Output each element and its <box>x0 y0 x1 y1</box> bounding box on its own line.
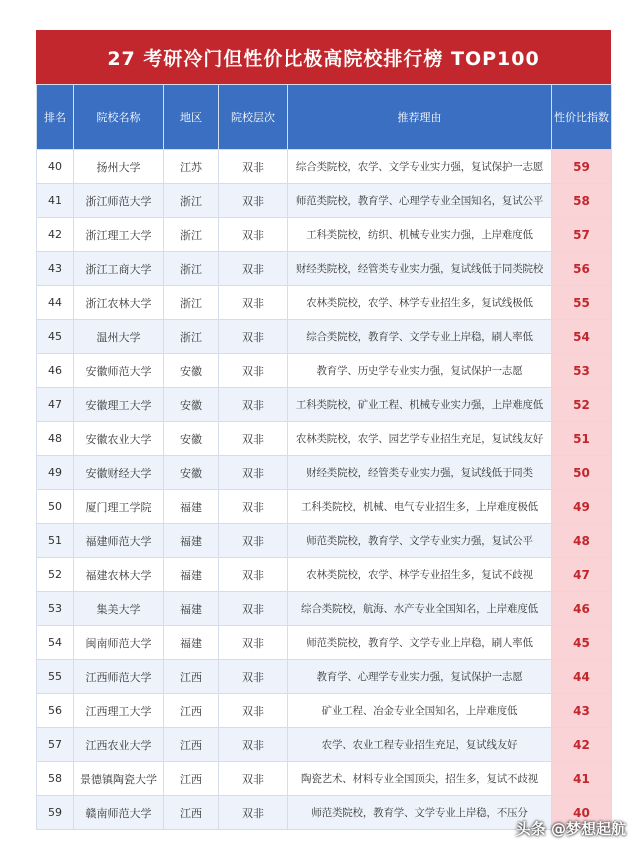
header-school-name: 院校名称 <box>74 85 164 150</box>
value-index-cell: 54 <box>552 320 612 354</box>
table-row <box>37 558 612 592</box>
school-level-cell: 双非 <box>219 626 288 660</box>
reason-cell: 陶瓷艺术、材料专业全国顶尖，招生多，复试不歧视 <box>288 762 552 796</box>
table-row <box>37 694 612 728</box>
value-index-cell: 46 <box>552 592 612 626</box>
header-region: 地区 <box>164 85 219 150</box>
reason-cell: 农林类院校，农学、林学专业招生多，复试线极低 <box>288 286 552 320</box>
table-row <box>37 660 612 694</box>
reason-cell: 师范类院校，教育学、文学专业上岸稳，不压分 <box>288 796 552 830</box>
school-name-cell: 景德镇陶瓷大学 <box>74 762 164 796</box>
school-level-cell: 双非 <box>219 694 288 728</box>
value-index-cell: 51 <box>552 422 612 456</box>
rank-cell: 49 <box>37 456 74 490</box>
region-cell: 安徽 <box>164 354 219 388</box>
school-name-cell: 江西师范大学 <box>74 660 164 694</box>
school-level-cell: 双非 <box>219 524 288 558</box>
school-level-cell: 双非 <box>219 354 288 388</box>
reason-cell: 师范类院校，教育学、文学专业上岸稳，刷人率低 <box>288 626 552 660</box>
table-row <box>37 626 612 660</box>
rank-cell: 56 <box>37 694 74 728</box>
reason-cell: 农学、农业工程专业招生充足，复试线友好 <box>288 728 552 762</box>
table-row <box>37 422 612 456</box>
table-row <box>37 286 612 320</box>
reason-cell: 矿业工程、冶金专业全国知名，上岸难度低 <box>288 694 552 728</box>
school-name-cell: 江西农业大学 <box>74 728 164 762</box>
school-name-cell: 浙江师范大学 <box>74 184 164 218</box>
region-cell: 浙江 <box>164 252 219 286</box>
value-index-cell: 45 <box>552 626 612 660</box>
rank-cell: 43 <box>37 252 74 286</box>
region-cell: 福建 <box>164 490 219 524</box>
page-title: 27 考研冷门但性价比极高院校排行榜 TOP100 <box>36 30 611 84</box>
school-level-cell: 双非 <box>219 490 288 524</box>
rank-cell: 42 <box>37 218 74 252</box>
rank-cell: 54 <box>37 626 74 660</box>
table-row <box>37 218 612 252</box>
reason-cell: 农林类院校，农学、园艺学专业招生充足，复试线友好 <box>288 422 552 456</box>
table-row <box>37 354 612 388</box>
reason-cell: 综合类院校，航海、水产专业全国知名，上岸难度低 <box>288 592 552 626</box>
school-name-cell: 赣南师范大学 <box>74 796 164 830</box>
reason-cell: 工科类院校，机械、电气专业招生多，上岸难度极低 <box>288 490 552 524</box>
value-index-cell: 48 <box>552 524 612 558</box>
rank-cell: 53 <box>37 592 74 626</box>
school-name-cell: 闽南师范大学 <box>74 626 164 660</box>
school-level-cell: 双非 <box>219 184 288 218</box>
school-name-cell: 江西理工大学 <box>74 694 164 728</box>
school-level-cell: 双非 <box>219 286 288 320</box>
school-name-cell: 温州大学 <box>74 320 164 354</box>
reason-cell: 教育学、心理学专业实力强，复试保护一志愿 <box>288 660 552 694</box>
school-name-cell: 厦门理工学院 <box>74 490 164 524</box>
school-level-cell: 双非 <box>219 252 288 286</box>
table-row <box>37 320 612 354</box>
school-name-cell: 浙江理工大学 <box>74 218 164 252</box>
table-row <box>37 490 612 524</box>
value-index-cell: 42 <box>552 728 612 762</box>
rank-cell: 47 <box>37 388 74 422</box>
value-index-cell: 40 <box>552 796 612 830</box>
rank-cell: 57 <box>37 728 74 762</box>
rank-cell: 48 <box>37 422 74 456</box>
reason-cell: 综合类院校，农学、文学专业实力强，复试保护一志愿 <box>288 150 552 184</box>
school-name-cell: 安徽师范大学 <box>74 354 164 388</box>
school-name-cell: 浙江农林大学 <box>74 286 164 320</box>
region-cell: 江西 <box>164 762 219 796</box>
reason-cell: 财经类院校，经管类专业实力强，复试线低于同类院校 <box>288 252 552 286</box>
header-school-level: 院校层次 <box>219 85 288 150</box>
region-cell: 浙江 <box>164 218 219 252</box>
header-reason: 推荐理由 <box>288 85 552 150</box>
reason-cell: 师范类院校，教育学、心理学专业全国知名，复试公平 <box>288 184 552 218</box>
header-rank: 排名 <box>37 85 74 150</box>
table-row <box>37 592 612 626</box>
school-name-cell: 安徽理工大学 <box>74 388 164 422</box>
region-cell: 安徽 <box>164 388 219 422</box>
school-level-cell: 双非 <box>219 422 288 456</box>
value-index-cell: 50 <box>552 456 612 490</box>
reason-cell: 农林类院校，农学、林学专业招生多，复试不歧视 <box>288 558 552 592</box>
school-level-cell: 双非 <box>219 762 288 796</box>
rank-cell: 51 <box>37 524 74 558</box>
region-cell: 江西 <box>164 694 219 728</box>
table-row <box>37 524 612 558</box>
value-index-cell: 43 <box>552 694 612 728</box>
table-row <box>37 728 612 762</box>
school-name-cell: 安徽财经大学 <box>74 456 164 490</box>
table-row <box>37 456 612 490</box>
value-index-cell: 44 <box>552 660 612 694</box>
region-cell: 福建 <box>164 558 219 592</box>
rank-cell: 58 <box>37 762 74 796</box>
reason-cell: 财经类院校，经管类专业实力强，复试线低于同类 <box>288 456 552 490</box>
rank-cell: 40 <box>37 150 74 184</box>
school-level-cell: 双非 <box>219 796 288 830</box>
region-cell: 福建 <box>164 626 219 660</box>
region-cell: 安徽 <box>164 422 219 456</box>
value-index-cell: 49 <box>552 490 612 524</box>
rank-cell: 45 <box>37 320 74 354</box>
school-level-cell: 双非 <box>219 660 288 694</box>
value-index-cell: 52 <box>552 388 612 422</box>
region-cell: 江西 <box>164 796 219 830</box>
school-name-cell: 福建农林大学 <box>74 558 164 592</box>
value-index-cell: 59 <box>552 150 612 184</box>
value-index-cell: 47 <box>552 558 612 592</box>
school-name-cell: 浙江工商大学 <box>74 252 164 286</box>
reason-cell: 工科类院校，纺织、机械专业实力强，上岸难度低 <box>288 218 552 252</box>
school-name-cell: 安徽农业大学 <box>74 422 164 456</box>
table-row <box>37 762 612 796</box>
school-level-cell: 双非 <box>219 320 288 354</box>
region-cell: 浙江 <box>164 184 219 218</box>
rank-cell: 46 <box>37 354 74 388</box>
value-index-cell: 58 <box>552 184 612 218</box>
school-level-cell: 双非 <box>219 592 288 626</box>
ranking-table <box>36 84 612 830</box>
table-header-row <box>37 85 612 150</box>
value-index-cell: 57 <box>552 218 612 252</box>
table-row <box>37 252 612 286</box>
reason-cell: 综合类院校，教育学、文学专业上岸稳，刷人率低 <box>288 320 552 354</box>
school-level-cell: 双非 <box>219 150 288 184</box>
table-row <box>37 150 612 184</box>
school-level-cell: 双非 <box>219 218 288 252</box>
region-cell: 安徽 <box>164 456 219 490</box>
school-name-cell: 扬州大学 <box>74 150 164 184</box>
region-cell: 浙江 <box>164 320 219 354</box>
region-cell: 浙江 <box>164 286 219 320</box>
reason-cell: 师范类院校，教育学、文学专业实力强，复试公平 <box>288 524 552 558</box>
watermark: 头条 @梦想起航 <box>515 820 626 838</box>
reason-cell: 教育学、历史学专业实力强，复试保护一志愿 <box>288 354 552 388</box>
value-index-cell: 56 <box>552 252 612 286</box>
region-cell: 江西 <box>164 728 219 762</box>
rank-cell: 41 <box>37 184 74 218</box>
region-cell: 江西 <box>164 660 219 694</box>
rank-cell: 52 <box>37 558 74 592</box>
school-name-cell: 集美大学 <box>74 592 164 626</box>
table-row <box>37 184 612 218</box>
ranking-sheet <box>36 30 611 830</box>
school-level-cell: 双非 <box>219 456 288 490</box>
table-row <box>37 388 612 422</box>
school-name-cell: 福建师范大学 <box>74 524 164 558</box>
school-level-cell: 双非 <box>219 388 288 422</box>
region-cell: 福建 <box>164 524 219 558</box>
value-index-cell: 53 <box>552 354 612 388</box>
region-cell: 江苏 <box>164 150 219 184</box>
rank-cell: 44 <box>37 286 74 320</box>
rank-cell: 50 <box>37 490 74 524</box>
header-value-index: 性价比指数 <box>552 85 612 150</box>
school-level-cell: 双非 <box>219 558 288 592</box>
value-index-cell: 55 <box>552 286 612 320</box>
table-body <box>37 150 612 830</box>
rank-cell: 59 <box>37 796 74 830</box>
school-level-cell: 双非 <box>219 728 288 762</box>
region-cell: 福建 <box>164 592 219 626</box>
reason-cell: 工科类院校，矿业工程、机械专业实力强，上岸难度低 <box>288 388 552 422</box>
rank-cell: 55 <box>37 660 74 694</box>
value-index-cell: 41 <box>552 762 612 796</box>
